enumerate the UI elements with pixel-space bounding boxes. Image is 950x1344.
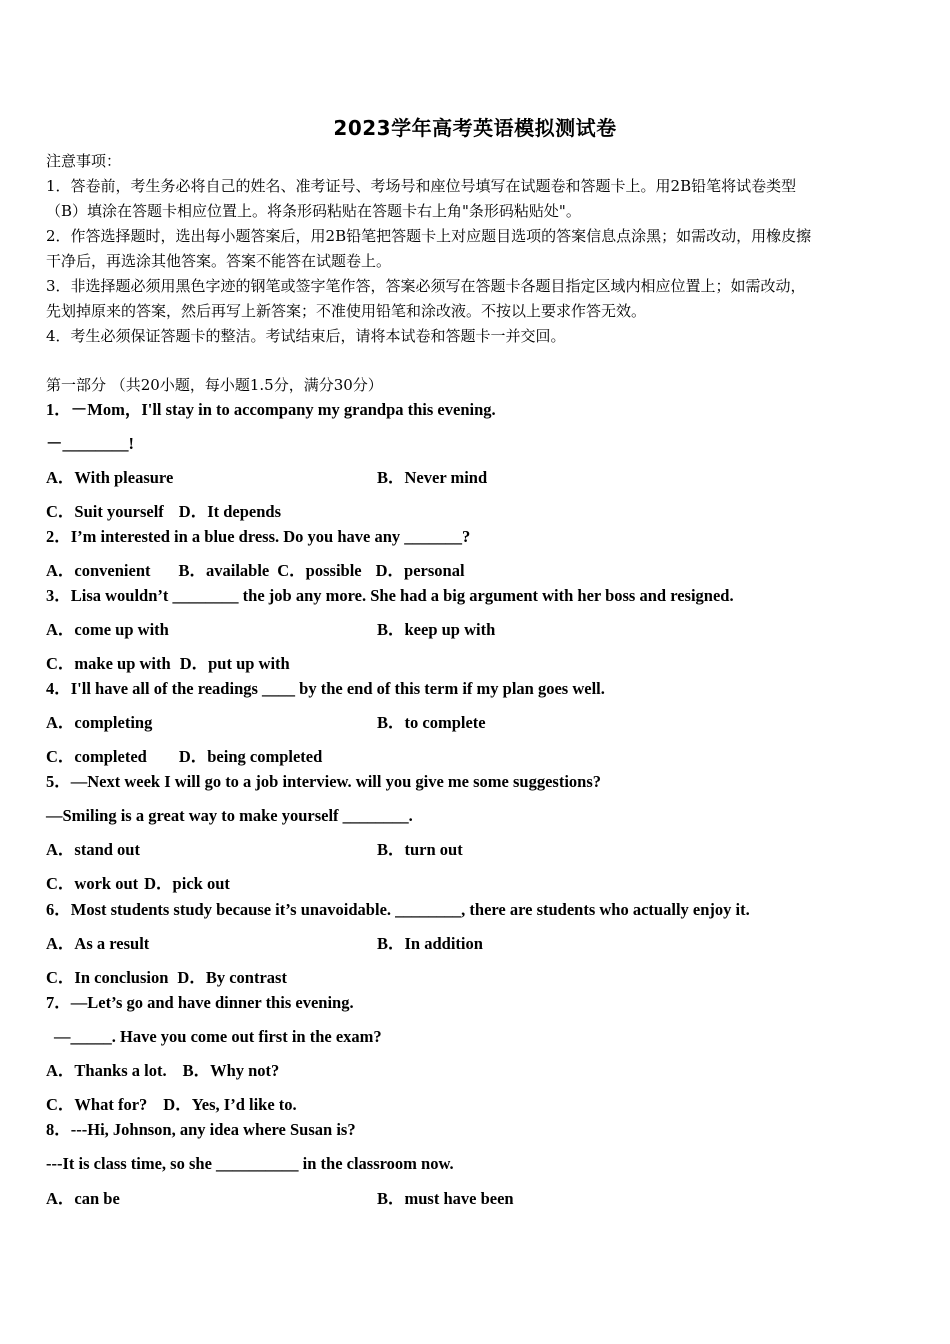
options-row	[46, 1060, 279, 1082]
option-a: A．Thanks a lot.	[46, 1061, 167, 1080]
option-d: D．It depends	[178, 502, 282, 521]
question-stem: 1．－Mom，I'll stay in to accompany my grandpa this evening.	[46, 400, 496, 419]
option-b: B．Why not?	[182, 1061, 280, 1080]
option-a: A．come up with	[46, 620, 169, 639]
option-c: C．completed	[46, 747, 147, 766]
question-stem: 6．Most students study because it’s unavoidable. ________, there are students who actually enjoy it.	[46, 900, 750, 919]
page-title: 2023学年高考英语模拟测试卷	[333, 116, 617, 140]
notes-heading: 注意事项：	[46, 152, 122, 170]
notes-line: 4．考生必须保证答题卡的整洁。考试结束后，请将本试卷和答题卡一并交回。	[46, 327, 566, 345]
option-c: C．Suit yourself	[46, 502, 164, 521]
option-c: C．work out	[46, 874, 139, 893]
question-stem: 5．—Next week I will go to a job interview. will you give me some suggestions?	[46, 772, 601, 791]
option-b: B．turn out	[377, 840, 463, 859]
question-response: ---It is class time, so she __________ in the classroom now.	[46, 1154, 454, 1173]
option-c: C．make up with	[46, 654, 171, 673]
option-b: B．available	[178, 561, 270, 580]
option-a: A．convenient	[46, 561, 151, 580]
section-heading: 第一部分 （共20小题，每小题1.5分，满分30分）	[46, 376, 383, 394]
option-c: C．In conclusion	[46, 968, 169, 987]
option-c: C．What for?	[46, 1095, 148, 1114]
option-b: B．to complete	[377, 713, 486, 732]
option-d: D．By contrast	[177, 968, 287, 987]
option-b: B．In addition	[377, 934, 483, 953]
question-stem: 2．I’m interested in a blue dress. Do you have any _______?	[46, 527, 471, 546]
option-b: B．Never mind	[377, 468, 488, 487]
question-response: —Smiling is a great way to make yourself ________.	[46, 806, 413, 825]
notes-line: （B）填涂在答题卡相应位置上。将条形码粘贴在答题卡右上角"条形码粘贴处"。	[46, 202, 581, 220]
option-d: D．put up with	[179, 654, 290, 673]
option-a: A．stand out	[46, 840, 140, 859]
options-row	[46, 873, 230, 895]
question-response: —_____. Have you come out first in the exam?	[54, 1027, 382, 1046]
option-a: A．With pleasure	[46, 468, 174, 487]
question-stem: 3．Lisa wouldn’t ________ the job any more. She had a big argument with her boss and resigned.	[46, 586, 734, 605]
options-row	[46, 560, 465, 582]
option-c: C．possible	[277, 561, 362, 580]
option-b: B．keep up with	[377, 620, 496, 639]
option-d: D．being completed	[178, 747, 323, 766]
question-stem: 4．I'll have all of the readings ____ by the end of this term if my plan goes well.	[46, 679, 605, 698]
option-a: A．As a result	[46, 934, 150, 953]
options-row	[46, 746, 322, 768]
notes-line: 干净后，再选涂其他答案。答案不能答在试题卷上。	[46, 252, 392, 270]
options-row	[46, 501, 281, 523]
options-row	[46, 967, 287, 989]
options-row	[46, 1094, 297, 1116]
notes-line: 3．非选择题必须用黑色字迹的钢笔或签字笔作答，答案必须写在答题卡各题目指定区域内相应位置上；如需改动，	[46, 277, 806, 295]
question-stem: 7．—Let’s go and have dinner this evening.	[46, 993, 354, 1012]
question-stem: 8．---Hi, Johnson, any idea where Susan is?	[46, 1120, 356, 1139]
option-b: B．must have been	[377, 1189, 514, 1208]
option-d: D．personal	[375, 561, 465, 580]
question-response: －________!	[46, 434, 134, 453]
option-a: A．can be	[46, 1189, 120, 1208]
options-row	[46, 653, 290, 675]
option-a: A．completing	[46, 713, 153, 732]
option-d: D．pick out	[144, 874, 230, 893]
notes-line: 1．答卷前，考生务必将自己的姓名、准考证号、考场号和座位号填写在试题卷和答题卡上。用2B铅笔将试卷类型	[46, 177, 797, 195]
option-d: D．Yes, I’d like to.	[163, 1095, 297, 1114]
notes-line: 先划掉原来的答案，然后再写上新答案；不准使用铅笔和涂改液。不按以上要求作答无效。	[46, 302, 647, 320]
notes-line: 2．作答选择题时，选出每小题答案后，用2B铅笔把答题卡上对应题目选项的答案信息点涂黑；如需改动，用橡皮擦	[46, 227, 812, 245]
